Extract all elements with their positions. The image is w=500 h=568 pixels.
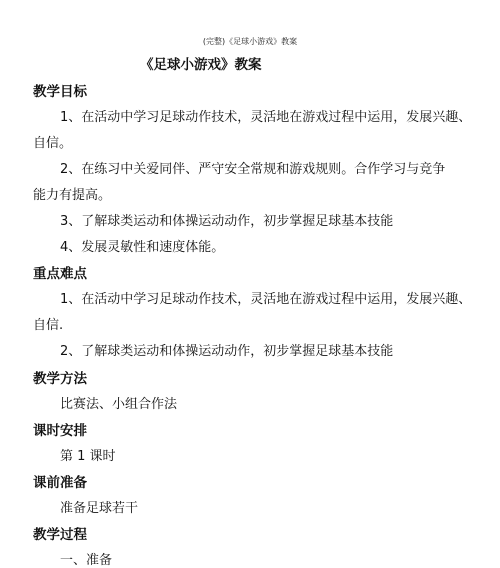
paragraph-line: 第 1 课时 — [60, 449, 116, 464]
subsection-heading: 一、准备 — [60, 553, 113, 568]
paragraph-line: 1、在活动中学习足球动作技术，灵活地在游戏过程中运用，发展兴趣、 — [60, 292, 472, 307]
paragraph-line: 准备足球若干 — [60, 501, 139, 516]
page-header: (完整)《足球小游戏》教案 — [202, 37, 298, 46]
section-heading-process: 教学过程 — [33, 527, 87, 543]
paragraph-line: 自信。 — [33, 136, 73, 151]
section-heading-key-points: 重点难点 — [33, 266, 87, 282]
section-heading-objectives: 教学目标 — [33, 84, 87, 100]
paragraph-line: 1、在活动中学习足球动作技术，灵活地在游戏过程中运用，发展兴趣、 — [60, 110, 472, 125]
paragraph-line: 自信. — [33, 318, 64, 333]
section-heading-preparation: 课前准备 — [33, 475, 87, 491]
paragraph-line: 2、了解球类运动和体操运动动作，初步掌握足球基本技能 — [60, 344, 394, 359]
paragraph-line: 3、了解球类运动和体操运动动作，初步掌握足球基本技能 — [60, 214, 394, 229]
document-title: 《足球小游戏》教案 — [140, 57, 262, 73]
section-heading-methods: 教学方法 — [33, 371, 87, 387]
paragraph-line: 2、在练习中关爱同伴、严守安全常规和游戏规则。合作学习与竞争 — [60, 162, 446, 177]
section-heading-schedule: 课时安排 — [33, 423, 87, 439]
paragraph-line: 4、发展灵敏性和速度体能。 — [60, 240, 225, 255]
paragraph-line: 能力有提高。 — [33, 188, 112, 203]
paragraph-line: 比赛法、小组合作法 — [60, 397, 178, 412]
